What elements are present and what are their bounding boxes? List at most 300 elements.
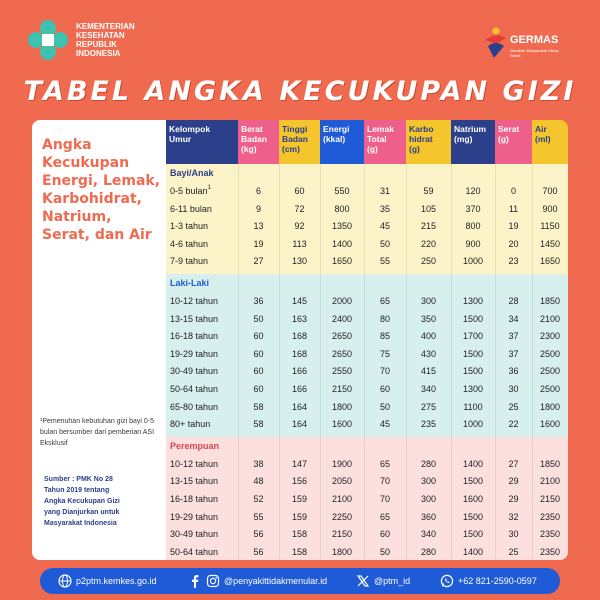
cell-text: 340 <box>420 529 437 540</box>
cell-text: 159 <box>291 511 308 522</box>
footnote-marker: 1 <box>207 185 211 191</box>
cell-text: 168 <box>291 331 308 342</box>
column-divider <box>238 164 239 560</box>
value-cell <box>279 182 320 200</box>
value-cell <box>495 508 532 526</box>
value-cell <box>532 490 568 508</box>
table-row <box>166 398 568 416</box>
cell-text: 1-3 tahun <box>170 221 209 232</box>
value-cell <box>320 490 364 508</box>
cell-text: 158 <box>291 546 308 557</box>
org-line: KESEHATAN <box>76 31 125 40</box>
column-header-line: (kkal) <box>323 134 346 144</box>
whatsapp-item[interactable] <box>440 568 537 594</box>
value-cell <box>532 310 568 328</box>
cell-text: 800 <box>334 203 350 214</box>
value-cell <box>495 455 532 473</box>
cell-text: 550 <box>334 186 350 196</box>
cell-text: 58 <box>253 419 264 430</box>
cell-text: 1500 <box>462 529 484 540</box>
value-cell <box>495 327 532 345</box>
column-header-line: Badan <box>282 134 308 144</box>
cell-text: 1500 <box>462 511 484 522</box>
value-cell <box>406 362 451 380</box>
cell-text: 235 <box>420 419 437 430</box>
value-cell <box>238 217 279 235</box>
org-line: REPUBLIK <box>76 40 117 49</box>
cell-text: 340 <box>420 384 437 394</box>
value-cell <box>532 508 568 526</box>
table-row <box>166 543 568 560</box>
cell-text: 1300 <box>462 296 484 306</box>
value-cell <box>238 327 279 345</box>
cell-text: 280 <box>420 546 437 557</box>
cell-text: 166 <box>291 366 308 377</box>
cell-text: 30 <box>508 529 519 540</box>
table-row <box>166 200 568 218</box>
cell-text: 158 <box>291 529 308 540</box>
cell-text: 2500 <box>539 366 561 377</box>
cell-text: 2000 <box>331 296 353 306</box>
cell-text: 29 <box>508 493 519 504</box>
column-header-line: (g) <box>409 144 420 154</box>
cell-text: 130 <box>291 256 308 267</box>
column-divider <box>495 164 496 560</box>
column-header-line: Lemak <box>367 124 394 134</box>
value-cell <box>279 235 320 253</box>
age-group-cell <box>166 235 238 253</box>
cell-text: 65 <box>379 458 390 469</box>
value-cell <box>238 252 279 270</box>
cell-text: 65 <box>379 296 390 306</box>
column-header <box>166 120 238 164</box>
value-cell <box>532 398 568 416</box>
cell-text: 19 <box>508 221 519 232</box>
value-cell <box>320 182 364 200</box>
value-cell <box>364 455 406 473</box>
cell-text: 1400 <box>462 458 484 469</box>
cell-text: 35 <box>379 203 390 214</box>
value-cell <box>320 543 364 560</box>
value-cell <box>532 543 568 560</box>
cell-text: 16-18 tahun <box>170 331 219 342</box>
cell-text: 28 <box>508 296 519 306</box>
value-cell <box>364 182 406 200</box>
table-row <box>166 490 568 508</box>
value-cell <box>279 490 320 508</box>
cell-text: 1100 <box>463 401 483 412</box>
cell-text: 36 <box>508 366 519 377</box>
cell-text: 2150 <box>331 529 353 540</box>
cell-text: 0-5 bulan <box>170 186 208 196</box>
x-logo-icon <box>356 574 370 588</box>
column-header <box>406 120 451 164</box>
cell-text: 1350 <box>331 221 353 232</box>
cell-text: 215 <box>420 221 437 232</box>
cell-text: 300 <box>420 493 437 504</box>
x-item[interactable] <box>356 568 410 594</box>
value-cell <box>532 182 568 200</box>
value-cell <box>406 292 451 310</box>
age-group-cell <box>166 455 238 473</box>
value-cell <box>495 525 532 543</box>
value-cell <box>495 380 532 398</box>
cell-text: 159 <box>291 493 308 504</box>
value-cell <box>451 327 495 345</box>
value-cell <box>451 200 495 218</box>
value-cell <box>406 182 451 200</box>
cell-text: 1650 <box>331 256 353 267</box>
value-cell <box>532 327 568 345</box>
cell-text: 60 <box>253 331 264 342</box>
value-cell <box>406 327 451 345</box>
kemenkes-logo-icon <box>26 18 70 62</box>
value-cell <box>279 508 320 526</box>
cell-text: 19 <box>253 238 264 249</box>
table-row <box>166 345 568 363</box>
value-cell <box>238 345 279 363</box>
org-line: INDONESIA <box>76 49 121 58</box>
value-cell <box>451 455 495 473</box>
side-heading-line: Energi, Lemak, <box>42 173 161 189</box>
value-cell <box>406 235 451 253</box>
age-group-cell <box>166 362 238 380</box>
cell-text: 1500 <box>462 348 484 359</box>
value-cell <box>451 543 495 560</box>
value-cell <box>279 543 320 560</box>
value-cell <box>532 362 568 380</box>
contact-footer <box>40 568 560 594</box>
table-section <box>166 164 568 274</box>
value-cell <box>451 310 495 328</box>
value-cell <box>279 345 320 363</box>
cell-text: 900 <box>542 203 558 214</box>
cell-text: 360 <box>420 511 437 522</box>
table-row <box>166 292 568 310</box>
column-header-line: Umur <box>169 134 192 144</box>
column-divider <box>406 164 407 560</box>
cell-text: 80+ tahun <box>170 419 211 430</box>
column-header <box>238 120 279 164</box>
column-header-line: Energi <box>323 124 350 134</box>
value-cell <box>451 217 495 235</box>
cell-text: 36 <box>253 296 264 306</box>
cell-text: 1450 <box>539 238 561 249</box>
whatsapp-icon <box>440 574 454 588</box>
cell-text: 1850 <box>539 458 561 469</box>
value-cell <box>364 327 406 345</box>
value-cell <box>406 380 451 398</box>
cell-text: 4-6 tahun <box>170 238 209 249</box>
value-cell <box>320 455 364 473</box>
value-cell <box>279 398 320 416</box>
cell-text: 1300 <box>462 384 484 394</box>
cell-text: 25 <box>508 546 519 557</box>
age-group-cell <box>166 217 238 235</box>
value-cell <box>364 292 406 310</box>
org-line: KEMENTERIAN <box>76 22 135 31</box>
value-cell <box>279 525 320 543</box>
cell-text: 37 <box>508 331 519 342</box>
value-cell <box>238 235 279 253</box>
value-cell <box>320 252 364 270</box>
cell-text: 350 <box>420 313 437 324</box>
cell-text: 85 <box>379 331 390 342</box>
age-group-cell <box>166 252 238 270</box>
value-cell <box>451 490 495 508</box>
cell-text: 19-29 tahun <box>170 511 219 522</box>
value-cell <box>320 310 364 328</box>
germas-logo <box>482 26 562 60</box>
column-header <box>364 120 406 164</box>
organization-name <box>76 22 166 58</box>
nutrition-table <box>166 120 568 560</box>
column-header-line: (ml) <box>535 134 551 144</box>
column-header-line: Badan <box>241 134 267 144</box>
table-section <box>166 274 568 437</box>
cell-text: 0 <box>510 186 516 196</box>
cell-text: 6 <box>255 186 261 196</box>
instagram-icon <box>206 574 220 588</box>
cell-text: 1150 <box>540 221 560 232</box>
side-heading-line: Serat, dan Air <box>42 227 152 243</box>
cell-text: 38 <box>253 458 264 469</box>
age-group-cell <box>166 310 238 328</box>
cell-text: 1000 <box>462 256 484 267</box>
cell-text: 13-15 tahun <box>170 476 219 487</box>
section-label: Bayi/Anak <box>170 168 214 178</box>
age-group-cell <box>166 182 238 200</box>
value-cell <box>279 310 320 328</box>
globe-icon <box>58 574 72 588</box>
cell-text: 59 <box>423 186 434 196</box>
cell-text: 50 <box>253 313 264 324</box>
value-cell <box>364 200 406 218</box>
value-cell <box>451 525 495 543</box>
cell-text: 50 <box>379 401 390 412</box>
social-item[interactable] <box>188 568 327 594</box>
value-cell <box>532 415 568 433</box>
value-cell <box>406 472 451 490</box>
table-row <box>166 472 568 490</box>
value-cell <box>238 292 279 310</box>
cell-text: 2650 <box>331 348 353 359</box>
value-cell <box>495 398 532 416</box>
cell-text: 1650 <box>539 256 561 267</box>
column-header <box>279 120 320 164</box>
value-cell <box>406 525 451 543</box>
value-cell <box>451 345 495 363</box>
value-cell <box>495 252 532 270</box>
cell-text: 31 <box>379 186 390 196</box>
cell-text: 430 <box>420 348 437 359</box>
column-header-line: (mg) <box>454 134 473 144</box>
value-cell <box>320 345 364 363</box>
value-cell <box>364 472 406 490</box>
cell-text: 2400 <box>331 313 353 324</box>
value-cell <box>532 200 568 218</box>
cell-text: 300 <box>420 476 437 487</box>
germas-label: GERMAS <box>510 34 559 46</box>
cell-text: 23 <box>508 256 519 267</box>
cell-text: 50 <box>379 546 390 557</box>
cell-text: 2100 <box>539 313 561 324</box>
cell-text: 13 <box>253 221 264 232</box>
age-group-cell <box>166 380 238 398</box>
cell-text: 37 <box>508 348 519 359</box>
cell-text: 19-29 tahun <box>170 348 219 359</box>
cell-text: 10-12 tahun <box>170 296 219 306</box>
value-cell <box>406 508 451 526</box>
value-cell <box>495 362 532 380</box>
column-header-line: hidrat <box>409 134 433 144</box>
table-row <box>166 310 568 328</box>
value-cell <box>279 362 320 380</box>
cell-text: 2150 <box>539 493 561 504</box>
cell-text: 2500 <box>539 348 561 359</box>
germas-subtitle: Gerakan Masyarakat Hidup Sehat <box>510 48 559 58</box>
cell-text: 6-11 bulan <box>170 203 212 214</box>
side-heading-line: Angka <box>42 137 92 153</box>
cell-text: 2150 <box>331 384 353 394</box>
value-cell <box>495 310 532 328</box>
age-group-cell <box>166 543 238 560</box>
germas-figure-icon <box>482 26 508 60</box>
column-header-line: (cm) <box>282 144 300 154</box>
value-cell <box>406 398 451 416</box>
cell-text: 34 <box>508 313 519 324</box>
cell-text: 1500 <box>462 366 484 377</box>
cell-text: 220 <box>420 238 437 249</box>
column-header-line: Berat <box>241 124 263 134</box>
value-cell <box>238 490 279 508</box>
cell-text: 900 <box>465 238 481 249</box>
side-heading-line: Natrium, <box>42 209 112 225</box>
cell-text: 56 <box>253 529 264 540</box>
cell-text: 55 <box>379 256 390 267</box>
table-row <box>166 327 568 345</box>
cell-text: 45 <box>379 221 390 232</box>
cell-text: 9 <box>255 203 261 214</box>
column-header-line: Kelompok <box>169 124 211 134</box>
cell-text: 164 <box>291 419 308 430</box>
cell-text: 60 <box>253 348 264 359</box>
cell-text: 30-49 tahun <box>170 529 219 540</box>
cell-text: 70 <box>379 476 390 487</box>
cell-text: 2350 <box>539 529 561 540</box>
cell-text: 70 <box>379 493 390 504</box>
value-cell <box>532 292 568 310</box>
source-line: Angka Kecukupan Gizi <box>44 498 120 505</box>
table-row <box>166 252 568 270</box>
age-group-cell <box>166 200 238 218</box>
cell-text: 70 <box>379 366 390 377</box>
value-cell <box>320 217 364 235</box>
cell-text: 60 <box>253 384 264 394</box>
cell-text: 92 <box>294 221 305 232</box>
value-cell <box>495 200 532 218</box>
value-cell <box>451 235 495 253</box>
age-group-cell <box>166 292 238 310</box>
table-header-row <box>166 120 568 164</box>
cell-text: 50-64 tahun <box>170 384 219 394</box>
value-cell <box>238 455 279 473</box>
cell-text: 147 <box>291 458 308 469</box>
value-cell <box>406 543 451 560</box>
cell-text: 113 <box>292 238 307 249</box>
column-header <box>320 120 364 164</box>
page-title: TABEL ANGKA KECUKUPAN GIZI <box>23 76 577 107</box>
cell-text: 60 <box>379 384 390 394</box>
cell-text: 80 <box>379 313 390 324</box>
cell-text: 7-9 tahun <box>170 256 209 267</box>
value-cell <box>495 472 532 490</box>
website-text: p2ptm.kemkes.go.id <box>76 576 157 586</box>
cell-text: 2350 <box>539 546 561 557</box>
cell-text: 60 <box>253 366 264 377</box>
value-cell <box>451 252 495 270</box>
value-cell <box>320 327 364 345</box>
value-cell <box>406 490 451 508</box>
value-cell <box>279 217 320 235</box>
cell-text: 120 <box>465 186 481 196</box>
cell-text: 11 <box>508 203 519 214</box>
column-header-line: (g) <box>498 134 509 144</box>
column-header-line: Serat <box>498 124 520 134</box>
cell-text: 800 <box>465 221 481 232</box>
value-cell <box>406 455 451 473</box>
cell-text: 700 <box>542 186 558 196</box>
value-cell <box>406 345 451 363</box>
value-cell <box>279 252 320 270</box>
value-cell <box>238 200 279 218</box>
cell-text: 13-15 tahun <box>170 313 219 324</box>
cell-text: 56 <box>253 546 264 557</box>
cell-text: 156 <box>291 476 308 487</box>
column-header <box>451 120 495 164</box>
cell-text: 2100 <box>539 476 561 487</box>
cell-text: 48 <box>253 476 264 487</box>
value-cell <box>495 235 532 253</box>
footnote: ¹Pemenuhan kebutuhan gizi bayi 0-5 bulan bersumber dari pemberian ASI Eksklusif <box>40 418 155 447</box>
value-cell <box>532 455 568 473</box>
age-group-cell <box>166 415 238 433</box>
column-divider <box>279 164 280 560</box>
section-label: Laki-Laki <box>170 278 210 288</box>
cell-text: 1500 <box>462 313 484 324</box>
source-line: Masyarakat Indonesia <box>44 520 117 527</box>
column-divider <box>532 164 533 560</box>
value-cell <box>320 398 364 416</box>
social-text: @penyakittidakmenular.id <box>224 576 328 586</box>
table-row <box>166 182 568 200</box>
value-cell <box>495 543 532 560</box>
cell-text: 75 <box>379 348 390 359</box>
value-cell <box>532 525 568 543</box>
value-cell <box>279 200 320 218</box>
value-cell <box>451 292 495 310</box>
column-divider <box>364 164 365 560</box>
cell-text: 60 <box>379 529 390 540</box>
cell-text: 1600 <box>331 419 353 430</box>
value-cell <box>406 252 451 270</box>
cell-text: 2650 <box>331 331 353 342</box>
age-group-cell <box>166 472 238 490</box>
cell-text: 65 <box>379 511 390 522</box>
cell-text: 27 <box>508 458 519 469</box>
cell-text: 60 <box>294 186 305 196</box>
website-item[interactable] <box>58 568 157 594</box>
